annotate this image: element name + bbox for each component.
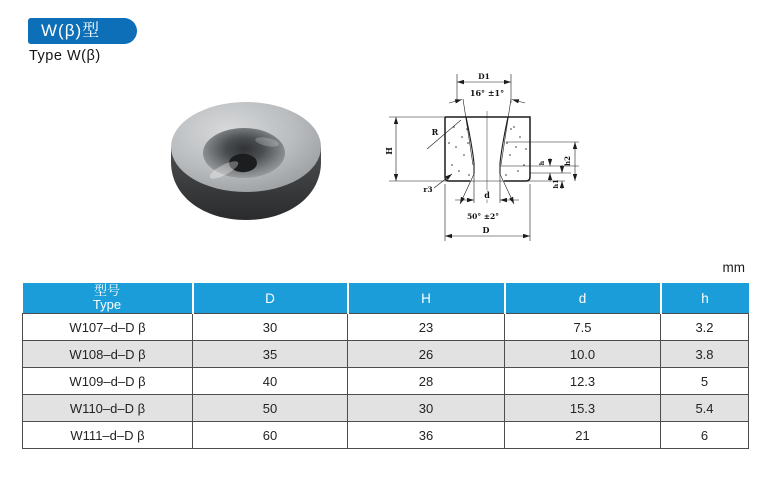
cell-H: 36 <box>348 422 505 449</box>
label-entry-angle: 16° ±1° <box>469 88 505 98</box>
col-header-h: h <box>661 283 749 314</box>
label-h-height: H <box>384 147 394 155</box>
cell-h: 6 <box>661 422 749 449</box>
col-header-type-en: Type <box>92 297 122 312</box>
type-badge <box>28 18 137 44</box>
cell-D: 50 <box>193 395 348 422</box>
cell-H: 28 <box>348 368 505 395</box>
cell-d: 12.3 <box>505 368 661 395</box>
table-row <box>23 368 749 395</box>
units-label: mm <box>722 260 745 275</box>
cell-d: 10.0 <box>505 341 661 368</box>
cell-h: 3.2 <box>661 314 749 341</box>
col-header-type-cn: 型号 <box>93 283 120 298</box>
cell-D: 30 <box>193 314 348 341</box>
cell-h: 5 <box>661 368 749 395</box>
label-d-outer: D <box>482 225 490 235</box>
cell-type: W110–d–D β <box>23 395 193 422</box>
cell-type: W108–d–D β <box>23 341 193 368</box>
table-row <box>23 314 749 341</box>
label-h-bearing: h <box>539 160 546 166</box>
label-r: R <box>431 127 439 137</box>
label-d-bore: d <box>484 190 490 200</box>
cell-d: 15.3 <box>505 395 661 422</box>
label-r3: r3 <box>423 185 433 194</box>
cell-D: 40 <box>193 368 348 395</box>
spec-table-header <box>23 283 749 314</box>
stipple-texture <box>448 126 527 176</box>
col-header-D: D <box>193 283 348 314</box>
cross-section-drawing <box>383 53 603 255</box>
col-header-d: d <box>505 283 661 314</box>
cell-d: 7.5 <box>505 314 661 341</box>
cell-H: 30 <box>348 395 505 422</box>
type-badge-label: W(β)型 <box>41 21 101 40</box>
cell-type: W109–d–D β <box>23 368 193 395</box>
label-d1: D1 <box>478 72 490 81</box>
cell-d: 21 <box>505 422 661 449</box>
cell-H: 26 <box>348 341 505 368</box>
label-h1: h1 <box>552 179 560 189</box>
col-header-type <box>23 283 193 314</box>
cell-type: W111–d–D β <box>23 422 193 449</box>
dimension-labels <box>384 72 572 235</box>
type-subtitle-en: Type W(β) <box>29 48 101 64</box>
label-exit-angle: 50° ±2° <box>466 212 500 221</box>
cell-h: 3.8 <box>661 341 749 368</box>
spec-table <box>22 283 749 449</box>
cell-D: 60 <box>193 422 348 449</box>
cell-type: W107–d–D β <box>23 314 193 341</box>
table-row <box>23 395 749 422</box>
table-row <box>23 422 749 449</box>
cell-h: 5.4 <box>661 395 749 422</box>
cell-H: 23 <box>348 314 505 341</box>
cell-D: 35 <box>193 341 348 368</box>
table-row <box>23 341 749 368</box>
col-header-H: H <box>348 283 505 314</box>
label-h2: h2 <box>563 156 572 166</box>
die-product-photo <box>167 90 325 235</box>
